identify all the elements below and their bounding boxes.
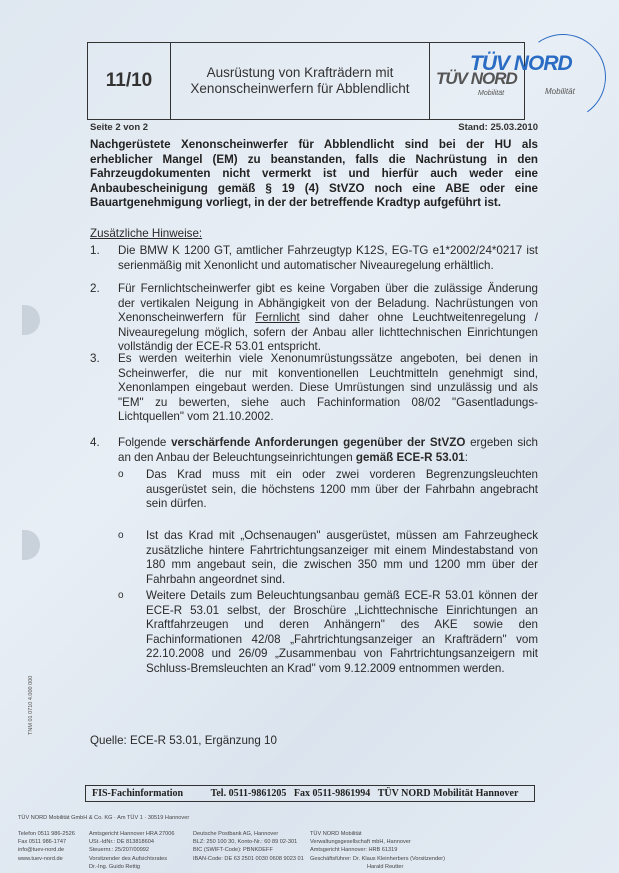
text-part: ergeben sich an den Anbau der Beleuchtungseinrichtungen [118, 436, 539, 464]
footer-line: Harald Reutter [367, 863, 404, 870]
punch-hole [22, 530, 40, 560]
fis-phone: Tel. 0511-9861205 [210, 788, 287, 799]
bold-text: gemäß ECE-R 53.01 [355, 450, 465, 464]
form-code: TNM 01 0710 4.000 000 [28, 675, 34, 735]
footer-line: Telefon 0511 986-2526 [18, 831, 75, 837]
list-item [90, 244, 538, 273]
logo-subtitle-large: Mobilität [545, 87, 575, 96]
list-item [90, 352, 538, 425]
page-indicator: Seite 2 von 2 [90, 122, 149, 133]
footer-line: Verwaltungsgesellschaft mbH, Hannover [310, 839, 411, 846]
bullet-text: Ist das Krad mit „Ochsenaugen" ausgerüstet, müssen am Fahrzeugheck zusätzliche hintere Fahrtrichtungsanzeiger mit einem Mindestabstand von 180 mm angebaut sein, die zwischen 350 mm und 1200 mm über der Fahrbahn angeordnet sind. [146, 529, 538, 586]
fis-fax: Fax 0511-9861994 [293, 788, 371, 799]
footer-bank [193, 830, 304, 863]
bullet-item [118, 589, 538, 677]
footer-line: BLZ: 250 100 30, Konto-Nr.: 60 89 02-301 [193, 839, 298, 846]
footer-line: Amtsgericht Hannover HRA 27006 [89, 831, 175, 837]
tuv-nord-logo: TÜV NORD [436, 69, 517, 88]
footer-line: Deutsche Postbank AG, Hannover [193, 831, 279, 837]
bullet-icon: o [118, 530, 124, 541]
punch-hole [22, 305, 40, 335]
title-line: Ausrüstung von Krafträdern mit [206, 65, 394, 80]
footer-line: IBAN-Code: DE 63 2501 0030 0608 9023 01 [193, 855, 304, 862]
footer-website: www.tuev-nord.de [18, 855, 63, 862]
intro-paragraph: Nachgerüstete Xenonscheinwerfer für Abblendlicht sind bei der HU als erheblicher Mangel (EM) zu beanstanden, falls die Nachrüstung in den Fahrzeugdokumenten nicht vermerkt ist und hierfür auch weder eine Anbaubescheinigung gemäß § 19 (4) StVZO noch eine ABE oder eine Bauartgenehmigung vorliegt, in der der betreffende Kradtyp aufgeführt ist. [90, 138, 538, 210]
logo-arc [513, 27, 613, 127]
hinweise-heading: Zusätzliche Hinweise: [90, 227, 203, 240]
bullet-text: Weitere Details zum Beleuchtungsanbau gemäß ECE-R 53.01 können der ECE-R 53.01 selbst, der Broschüre „Lichttechnische Einrichtungen an Kraftfahrzeugen und deren Anhängern" des AKE sowie den Fachinformationen 42/08 „Fahrtrichtungsanzeiger an Krafträdern" vom 22.10.2008 und 26/09 „Zusammenbau von Fahrtrichtungsanzeigern mit Schluss-Bremsleuchten an Krad" vom 9.12.2009 entnommen werden. [146, 589, 538, 675]
document-title [171, 43, 430, 119]
footer-line: Vorsitzender des Aufsichtsrates [89, 855, 168, 862]
tuv-nord-logo-large: TÜV NORD [470, 52, 572, 75]
bold-text: verschärfende Anforderungen gegenüber der StVZO [171, 436, 466, 449]
item-text: Die BMW K 1200 GT, amtlicher Fahrzeugtyp K12S, EG-TG e1*2002/24*0217 ist serienmäßig mit Xenonlicht und automatischer Niveauregelung erhältlich. [118, 244, 538, 272]
footer-registry [89, 830, 175, 871]
document-number: 11/10 [88, 43, 171, 119]
stand-date: Stand: 25.03.2010 [458, 122, 538, 133]
logo-subtitle: Mobilität [478, 90, 505, 97]
text-part: sind daher ohne Leuchtweitenregelung / Niveauregelung möglich, sofern der Anbau aller lichttechnischen Einrichtungen vollständig der ECE-R 53.01 entspricht. [118, 311, 538, 354]
footer-line: Steuernr.: 25/207/00992 [89, 847, 150, 854]
fis-bar [85, 785, 535, 802]
title-line: Xenonscheinwerfern für Abblendlicht [190, 81, 410, 96]
footer-email: info@tuev-nord.de [18, 847, 65, 854]
fis-org: TÜV NORD Mobilität Hannover [377, 788, 519, 799]
footer-line: USt.-IdNr.: DE 813818604 [89, 839, 154, 846]
footer-line: TÜV NORD Mobilität [310, 831, 362, 837]
footer-contact [18, 830, 75, 863]
footer-line: Fax 0511 986-1747 [18, 839, 67, 846]
footer-company: TÜV NORD Mobilität GmbH & Co. KG · Am TÜV 1 · 30519 Hannover [18, 815, 190, 821]
item-number: 1. [90, 244, 100, 257]
item-number: 2. [90, 282, 100, 295]
footer-line: Geschäftsführer: Dr. Klaus Kleinherbers (Vorsitzender) [310, 855, 445, 862]
text-part: Folgende [118, 436, 172, 449]
footer-management [310, 830, 445, 871]
footer-line: BIC (SWIFT-Code): PBNKDEFF [193, 847, 273, 854]
text-part: : [464, 450, 468, 464]
source-line: Quelle: ECE-R 53.01, Ergänzung 10 [90, 734, 277, 747]
item-text [118, 436, 538, 465]
item-text [118, 282, 538, 355]
item-text: Es werden weiterhin viele Xenonumrüstungssätze angeboten, bei denen in Scheinwerfer, die nur mit konventionellen Leuchtmitteln genehmigt sind, Xenonlampen eingebaut werden. Diese Umrüstungen sind unzulässig und als "EM" zu bewerten, siehe auch Fachinformation 08/02 "Gasentladungs-Lichtquellen" vom 21.10.2002. [118, 352, 538, 424]
document-header [87, 42, 525, 120]
item-number: 4. [90, 436, 100, 449]
text-part: Für Fernlichtscheinwerfer gibt es keine Vorgaben über die zulässige Änderung der vertikalen Neigung in Abhängigkeit von der Beladung. Nachrüstungen von Xenonscheinwerfern für [118, 282, 538, 325]
footer-line: Dr.-Ing. Guido Rettig [89, 863, 140, 870]
list-item [90, 436, 538, 465]
underlined-term: Fernlicht [255, 311, 300, 325]
bullet-icon: o [118, 590, 124, 601]
item-number: 3. [90, 352, 100, 365]
list-item [90, 282, 538, 355]
bullet-item [118, 529, 538, 587]
bullet-item [118, 468, 538, 512]
footer-line: Amtsgericht Hannover: HRB 61319 [310, 847, 398, 854]
bullet-icon: o [118, 469, 124, 480]
fis-label: FIS-Fachinformation [92, 788, 184, 799]
bullet-text: Das Krad muss mit ein oder zwei vorderen Begrenzungsleuchten ausgerüstet sein, die höchstens 1200 mm über der Fahrbahn angebracht sein dürfen. [146, 468, 538, 511]
